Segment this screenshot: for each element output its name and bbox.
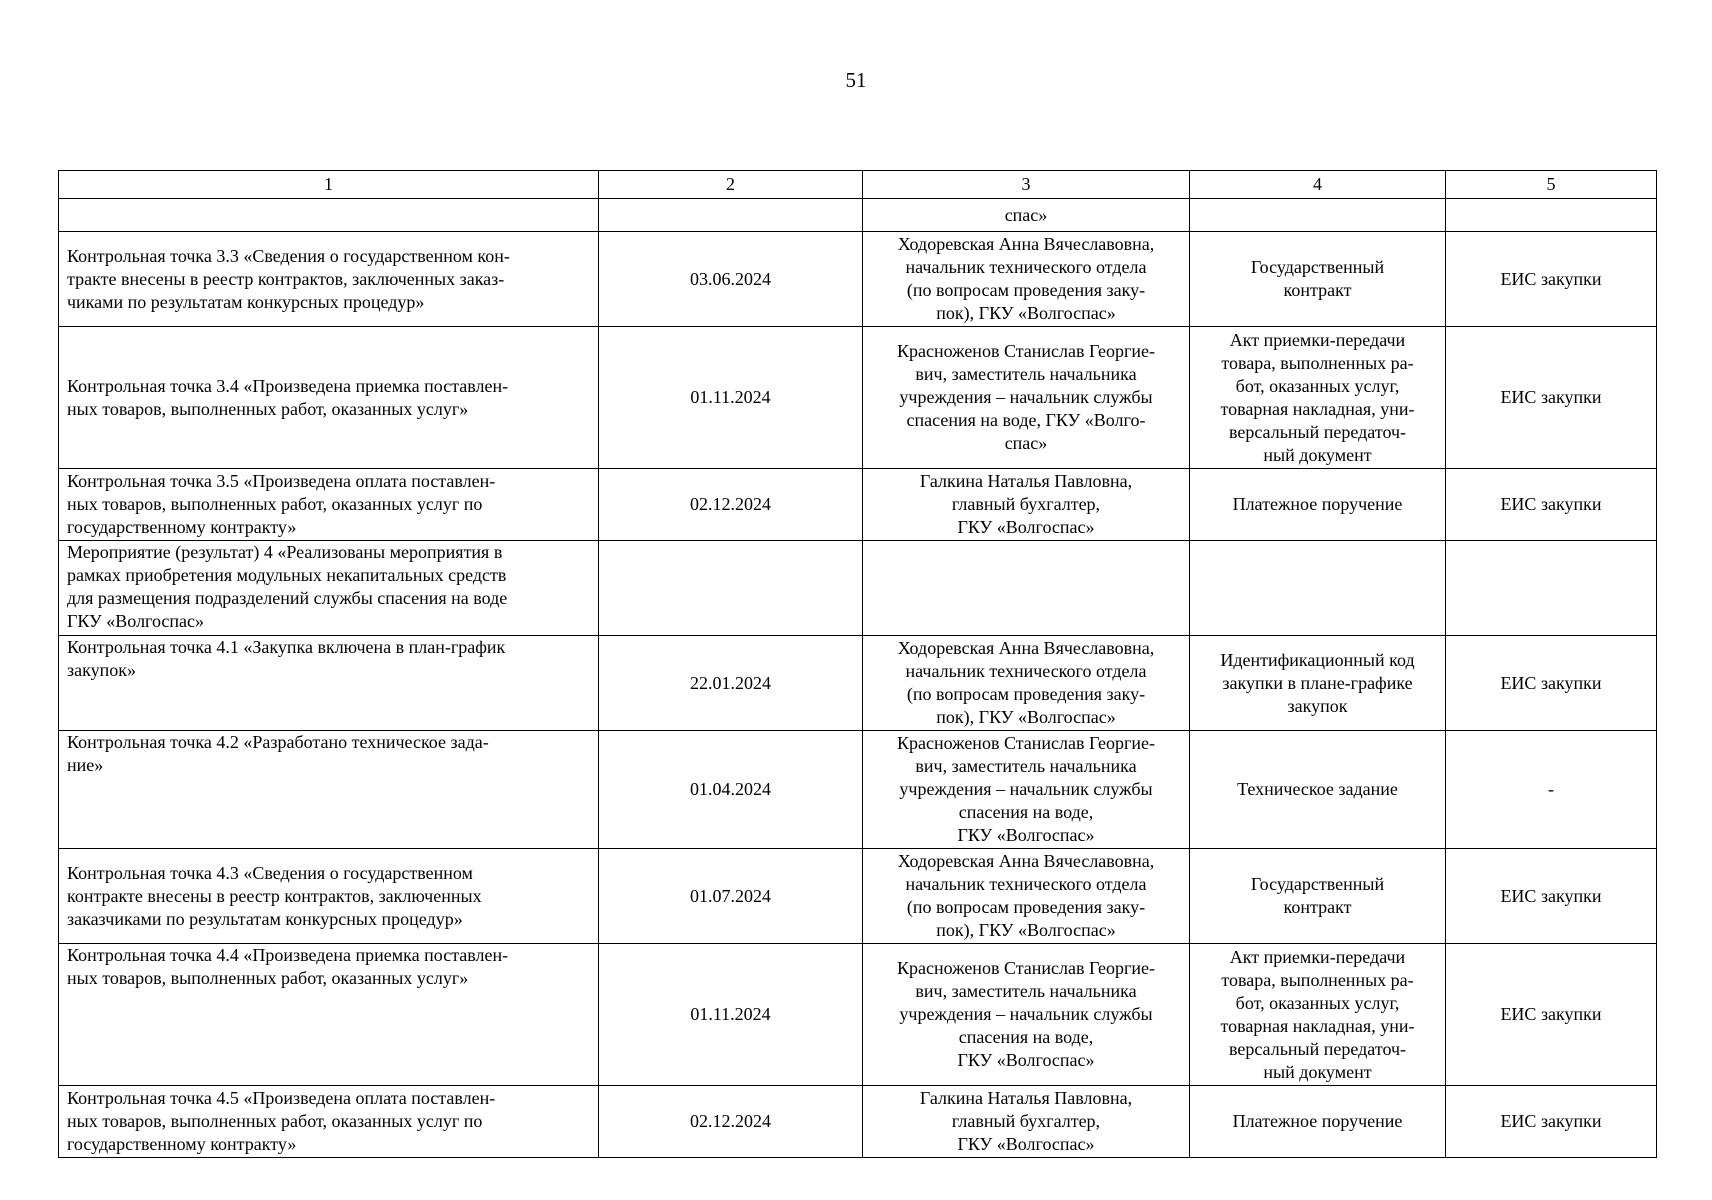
table-row [59, 1086, 1657, 1158]
system-cell: ЕИС закупки [1446, 849, 1657, 944]
date-cell: 01.04.2024 [599, 731, 863, 849]
document-cell [1190, 199, 1446, 232]
responsible-cell: Красноженов Станислав Георгие- вич, заместитель начальника учреждения – начальник службы спасения на воде, ГКУ «Волго- спас» [863, 327, 1190, 469]
system-cell: ЕИС закупки [1446, 327, 1657, 469]
system-cell: ЕИС закупки [1446, 636, 1657, 731]
item-cell: Контрольная точка 3.4 «Произведена приемка поставлен- ных товаров, выполненных работ, оказанных услуг» [59, 327, 599, 469]
item-cell: Контрольная точка 4.5 «Произведена оплата поставлен- ных товаров, выполненных работ, оказанных услуг по государственному контракту» [59, 1086, 599, 1158]
responsible-cell: Красноженов Станислав Георгие- вич, заместитель начальника учреждения – начальник службы спасения на воде, ГКУ «Волгоспас» [863, 944, 1190, 1086]
table-row [59, 636, 1657, 731]
column-header: 1 [59, 171, 599, 199]
responsible-cell: Красноженов Станислав Георгие- вич, заместитель начальника учреждения – начальник службы спасения на воде, ГКУ «Волгоспас» [863, 731, 1190, 849]
document-cell: Государственный контракт [1190, 849, 1446, 944]
system-cell [1446, 541, 1657, 636]
responsible-cell: спас» [863, 199, 1190, 232]
item-cell: Контрольная точка 4.3 «Сведения о государственном контракте внесены в реестр контрактов, заключенных заказчиками по результатам конкурсных процедур» [59, 849, 599, 944]
item-cell: Контрольная точка 4.4 «Произведена приемка поставлен- ных товаров, выполненных работ, оказанных услуг» [59, 944, 599, 1086]
table-row [59, 232, 1657, 327]
document-cell: Государственный контракт [1190, 232, 1446, 327]
document-cell [1190, 541, 1446, 636]
responsible-cell [863, 541, 1190, 636]
system-cell: - [1446, 731, 1657, 849]
item-cell: Контрольная точка 4.1 «Закупка включена в план-график закупок» [59, 636, 599, 731]
item-cell [59, 199, 599, 232]
date-cell: 03.06.2024 [599, 232, 863, 327]
responsible-cell: Ходоревская Анна Вячеславовна, начальник технического отдела (по вопросам проведения заку- пок), ГКУ «Волгоспас» [863, 849, 1190, 944]
column-header: 3 [863, 171, 1190, 199]
document-cell: Акт приемки-передачи товара, выполненных ра- бот, оказанных услуг, товарная накладная, уни- версальный передаточ- ный документ [1190, 944, 1446, 1086]
table-row [59, 199, 1657, 232]
date-cell: 02.12.2024 [599, 1086, 863, 1158]
date-cell: 01.11.2024 [599, 327, 863, 469]
date-cell: 02.12.2024 [599, 469, 863, 541]
system-cell [1446, 199, 1657, 232]
date-cell: 01.11.2024 [599, 944, 863, 1086]
document-cell: Акт приемки-передачи товара, выполненных ра- бот, оказанных услуг, товарная накладная, уни- версальный передаточ- ный документ [1190, 327, 1446, 469]
control-points-table [58, 170, 1657, 1158]
page-number: 51 [845, 68, 867, 92]
date-cell [599, 541, 863, 636]
document-cell: Идентификационный код закупки в плане-графике закупок [1190, 636, 1446, 731]
table-row [59, 469, 1657, 541]
date-cell [599, 199, 863, 232]
header-row [59, 171, 1657, 199]
table-row [59, 541, 1657, 636]
responsible-cell: Ходоревская Анна Вячеславовна, начальник технического отдела (по вопросам проведения заку- пок), ГКУ «Волгоспас» [863, 636, 1190, 731]
responsible-cell: Галкина Наталья Павловна, главный бухгалтер, ГКУ «Волгоспас» [863, 469, 1190, 541]
table-row [59, 731, 1657, 849]
system-cell: ЕИС закупки [1446, 1086, 1657, 1158]
date-cell: 01.07.2024 [599, 849, 863, 944]
column-header: 2 [599, 171, 863, 199]
table-row [59, 944, 1657, 1086]
date-cell: 22.01.2024 [599, 636, 863, 731]
system-cell: ЕИС закупки [1446, 944, 1657, 1086]
item-cell: Контрольная точка 3.5 «Произведена оплата поставлен- ных товаров, выполненных работ, оказанных услуг по государственному контракту» [59, 469, 599, 541]
system-cell: ЕИС закупки [1446, 232, 1657, 327]
responsible-cell: Ходоревская Анна Вячеславовна, начальник технического отдела (по вопросам проведения заку- пок), ГКУ «Волгоспас» [863, 232, 1190, 327]
responsible-cell: Галкина Наталья Павловна, главный бухгалтер, ГКУ «Волгоспас» [863, 1086, 1190, 1158]
system-cell: ЕИС закупки [1446, 469, 1657, 541]
table-row [59, 849, 1657, 944]
document-cell: Техническое задание [1190, 731, 1446, 849]
item-cell: Контрольная точка 3.3 «Сведения о государственном кон- тракте внесены в реестр контрактов, заключенных заказ- чиками по результатам конкурсных процедур» [59, 232, 599, 327]
column-header: 5 [1446, 171, 1657, 199]
document-cell: Платежное поручение [1190, 1086, 1446, 1158]
table-row [59, 327, 1657, 469]
item-cell: Мероприятие (результат) 4 «Реализованы мероприятия в рамках приобретения модульных некапитальных средств для размещения подразделений службы спасения на воде ГКУ «Волгоспас» [59, 541, 599, 636]
item-cell: Контрольная точка 4.2 «Разработано техническое зада- ние» [59, 731, 599, 849]
column-header: 4 [1190, 171, 1446, 199]
document-cell: Платежное поручение [1190, 469, 1446, 541]
